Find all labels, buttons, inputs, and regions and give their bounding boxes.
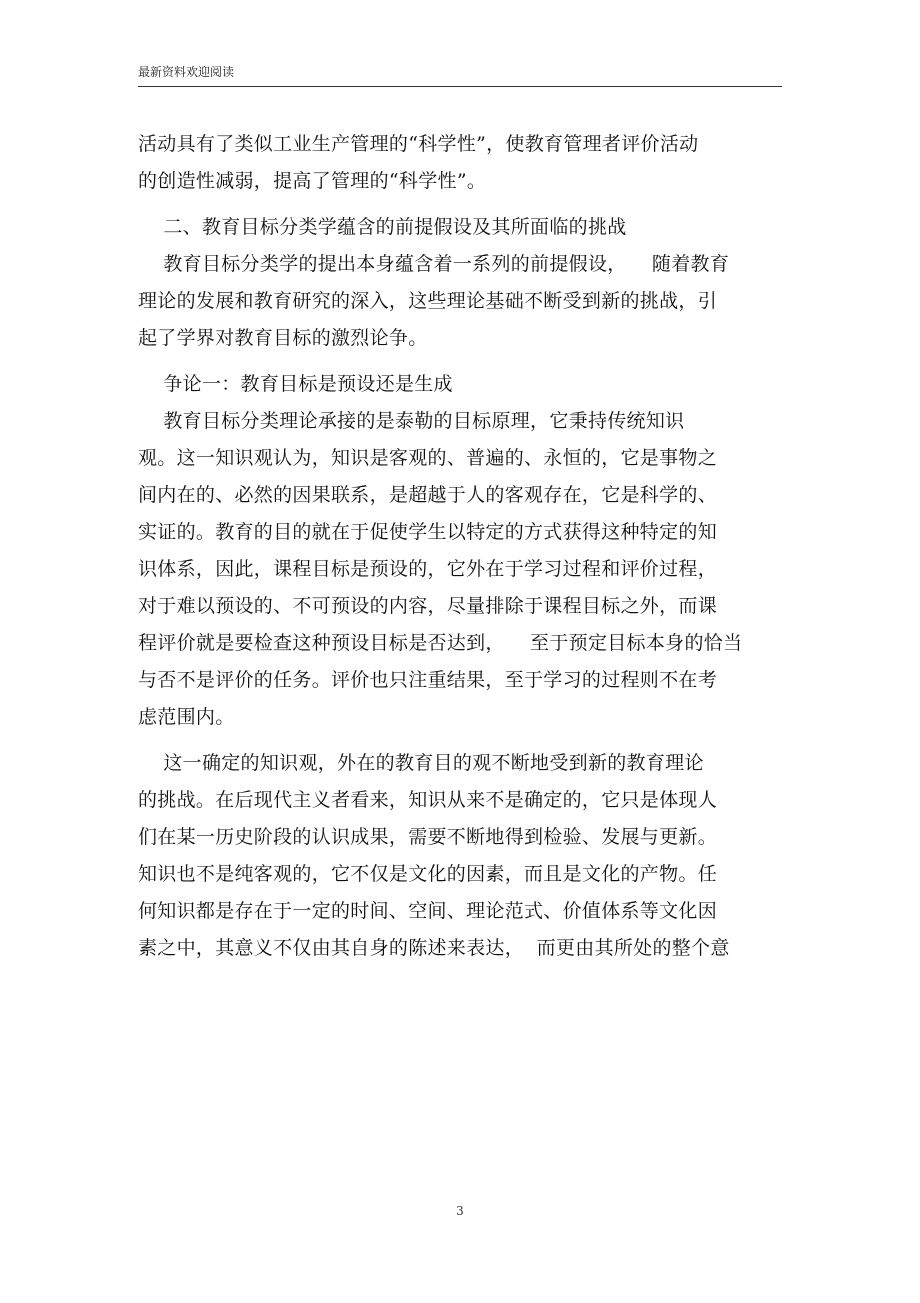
body-text xyxy=(138,126,788,967)
text-line: 识体系，因此，课程目标是预设的，它外在于学习过程和评价过程， xyxy=(138,558,718,580)
text-line: 理论的发展和教育研究的深入，这些理论基础不断受到新的挑战，引 xyxy=(138,290,718,312)
text-line: 实证的。教育的目的就在于促使学生以特定的方式获得这种特定的知 xyxy=(138,521,718,543)
text-line: 教育目标分类学的提出本身蕴含着一系列的前提假设， 随着教育 xyxy=(138,253,730,275)
text-line: 程评价就是要检查这种预设目标是否达到， 至于预定目标本身的恰当 xyxy=(138,632,743,654)
section-heading: 二、教育目标分类学蕴含的前提假设及其所面临的挑战 xyxy=(138,216,627,238)
text-line: 素之中，其意义不仅由其自身的陈述来表达， 而更由其所处的整个意 xyxy=(138,937,730,959)
subsection-heading: 争论一：教育目标是预设还是生成 xyxy=(138,373,453,395)
text-line: 活动具有了类似工业生产管理的“科学性”，使教育管理者评价活动 xyxy=(138,133,699,155)
text-line: 的挑战。在后现代主义者看来，知识从来不是确定的，它只是体现人 xyxy=(138,789,718,811)
text-line: 与否不是评价的任务。评价也只注重结果，至于学习的过程则不在考 xyxy=(138,669,718,691)
text-line: 们在某一历史阶段的认识成果，需要不断地得到检验、发展与更新。 xyxy=(138,826,718,848)
text-line: 起了学界对教育目标的激烈论争。 xyxy=(138,327,428,349)
text-line: 虑范围内。 xyxy=(138,706,235,728)
header-text: 最新资料欢迎阅读 xyxy=(138,65,235,79)
text-line: 观。这一知识观认为，知识是客观的、普遍的、永恒的，它是事物之 xyxy=(138,447,718,469)
page-header xyxy=(138,64,782,87)
text-line: 教育目标分类理论承接的是泰勒的目标原理，它秉持传统知识 xyxy=(138,410,685,432)
text-line: 的创造性减弱，提高了管理的“科学性”。 xyxy=(138,170,487,192)
text-line: 何知识都是存在于一定的时间、空间、理论范式、价值体系等文化因 xyxy=(138,900,718,922)
page-number: 3 xyxy=(456,1204,464,1218)
text-line: 知识也不是纯客观的，它不仅是文化的因素，而且是文化的产物。任 xyxy=(138,863,718,885)
text-line: 间内在的、必然的因果联系，是超越于人的客观存在，它是科学的、 xyxy=(138,484,718,506)
text-line: 这一确定的知识观，外在的教育目的观不断地受到新的教育理论 xyxy=(138,752,704,774)
text-line: 对于难以预设的、不可预设的内容，尽量排除于课程目标之外，而课 xyxy=(138,595,718,617)
